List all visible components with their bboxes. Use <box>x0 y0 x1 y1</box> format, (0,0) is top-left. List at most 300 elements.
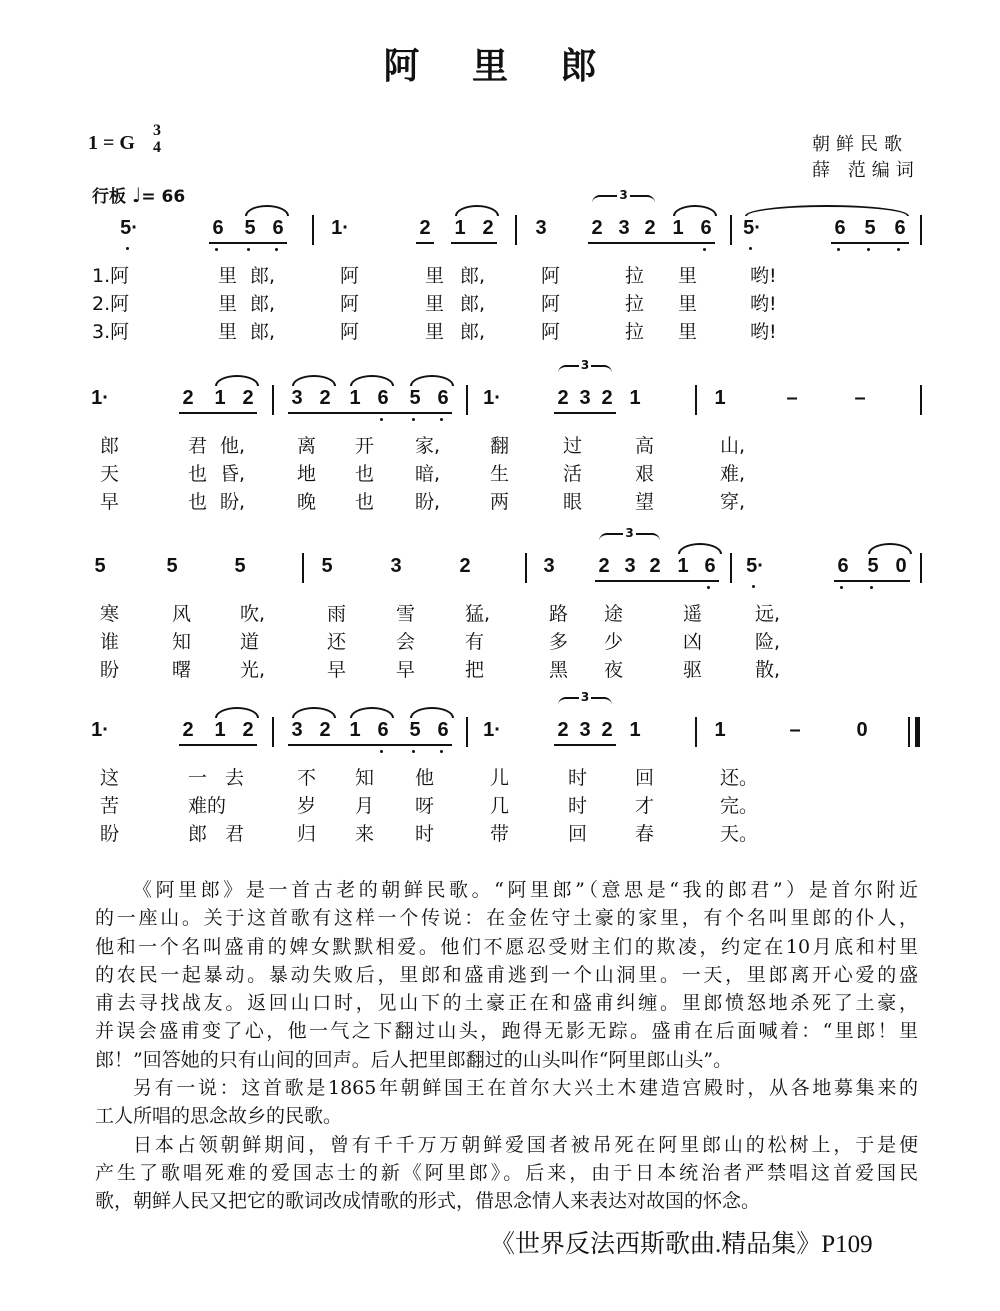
beam-underline <box>683 580 710 582</box>
beam-underline <box>870 242 900 244</box>
lyric-syllable: 不 <box>297 767 317 789</box>
lyric-syllable: 里 <box>218 265 238 287</box>
note: 1 <box>714 719 726 741</box>
note: 1 <box>714 387 726 409</box>
prose-line: 产生了歌唱死难的爱国志士的新《阿里郎》。后来，由于日本统治者严禁唱这首爱国民 <box>95 1161 918 1184</box>
lyric-syllable: 早 <box>327 659 347 681</box>
lyric-syllable: 月 <box>355 795 375 817</box>
lyric-syllable: 地 <box>297 463 317 485</box>
low-octave-dot <box>440 418 443 421</box>
prose-line: 的农民一起暴动。暴动失败后，里郎和盛甫逃到一个山洞里。一天，里郎离开心爱的盛 <box>95 963 918 986</box>
lyric-syllable: 雪 <box>396 603 416 625</box>
note: 6 <box>377 387 389 409</box>
note: 2 <box>319 387 331 409</box>
barline <box>730 553 732 583</box>
note: 2 <box>182 387 194 409</box>
key-signature <box>88 122 161 156</box>
lyric-syllable: 难的 <box>188 795 227 817</box>
lyric-syllable: 时 <box>568 767 588 789</box>
slur <box>350 707 394 718</box>
time-bottom: 4 <box>153 139 161 156</box>
beam-underline <box>355 412 383 414</box>
beam-underline <box>355 744 383 746</box>
prose-line: 甫去寻找战友。返回山口时，见山下的土豪正在和盛甫纠缠。里郎愤怒地杀死了土豪， <box>95 992 918 1015</box>
lyric-syllable: 一 <box>188 767 208 789</box>
lyric-syllable: 开 <box>355 435 375 457</box>
note: 2 <box>459 555 471 577</box>
beam-underline <box>460 242 488 244</box>
lyric-syllable: 郎 <box>188 823 208 845</box>
lyric-syllable: 艰 <box>635 463 655 485</box>
barline <box>525 553 527 583</box>
note: 2 <box>601 719 613 741</box>
lyric-syllable: 哟! <box>750 265 777 287</box>
lyric-syllable: 把 <box>465 659 485 681</box>
beam-underline <box>218 242 250 244</box>
barline <box>312 215 314 245</box>
note: 2 <box>482 217 494 239</box>
tempo-label: 行板 <box>92 187 126 207</box>
lyric-syllable: 谁 <box>100 631 120 653</box>
low-octave-dot <box>707 586 710 589</box>
barline <box>920 553 922 583</box>
prose-line: 《阿里郎》是一首古老的朝鲜民歌。“阿里郎”（意思是“我的郎君”）是首尔附近 <box>133 879 918 901</box>
lyric-syllable: 凶 <box>683 631 703 653</box>
beam-underline <box>188 412 220 414</box>
song-description <box>95 876 918 1216</box>
note: 3 <box>291 387 303 409</box>
lyric-syllable: 阿 <box>541 265 561 287</box>
beam-underline <box>220 744 248 746</box>
note: 6 <box>894 217 906 239</box>
lyric-syllable: 险, <box>755 631 781 653</box>
prose-line: 他和一个名叫盛甫的婢女默默相爱。他们不愿忍受财主们的欺凌，约定在10月底和村里 <box>95 935 918 958</box>
lyric-syllable: 知 <box>355 767 375 789</box>
song-title: 阿 里 郎 <box>383 46 617 87</box>
note: 1 <box>672 217 684 239</box>
note: 6 <box>437 719 449 741</box>
note: 5 <box>244 217 256 239</box>
beam-underline <box>563 412 585 414</box>
triplet-number: 3 <box>619 188 628 202</box>
note: 2 <box>598 555 610 577</box>
lyric-syllable: 散, <box>755 659 781 681</box>
beam-underline <box>220 412 248 414</box>
lyric-syllable: 郎, <box>460 265 486 287</box>
score-system <box>0 526 1000 703</box>
prose-line: 歌，朝鲜人民又把它的歌词改成情歌的形式，借思念情人来表达对故国的怀念。 <box>95 1190 761 1213</box>
slur <box>455 205 499 216</box>
beam-underline <box>873 580 901 582</box>
note: 6 <box>700 217 712 239</box>
lyric-syllable: 里 <box>425 265 445 287</box>
lyric-syllable: 阿 <box>340 293 360 315</box>
low-octave-dot <box>837 248 840 251</box>
barline <box>466 717 468 747</box>
lyric-syllable: 风 <box>172 603 192 625</box>
note: 2 <box>182 719 194 741</box>
low-octave-dot <box>867 248 870 251</box>
lyric-syllable: 盼, <box>220 491 246 513</box>
note: 5· <box>743 217 761 239</box>
lyric-syllable: 昏, <box>220 463 246 485</box>
low-octave-dot <box>275 248 278 251</box>
lyric-syllable: 寒 <box>100 603 120 625</box>
lyric-syllable: 里 <box>678 265 698 287</box>
lyric-syllable: 里 <box>218 321 238 343</box>
triplet-mark <box>558 690 612 707</box>
low-octave-dot <box>870 586 873 589</box>
low-octave-dot <box>380 418 383 421</box>
slur <box>215 707 259 718</box>
lyric-syllable: 里 <box>218 293 238 315</box>
lyric-syllable: 来 <box>355 823 375 845</box>
tempo-marking <box>92 182 185 207</box>
lyric-syllable: 也 <box>355 463 375 485</box>
note: 5 <box>234 555 246 577</box>
triplet-number: 3 <box>625 526 634 540</box>
lyric-syllable: 高 <box>635 435 655 457</box>
lyric-syllable: 哟! <box>750 293 777 315</box>
note: 3 <box>618 217 630 239</box>
note: 6 <box>834 217 846 239</box>
source-citation: 《世界反法西斯歌曲.精品集》P109 <box>490 1231 873 1258</box>
beam-underline <box>325 412 355 414</box>
note: 3 <box>624 555 636 577</box>
time-top: 3 <box>153 122 161 139</box>
lyric-syllable: 拉 <box>625 265 645 287</box>
prose-line: 的一座山。关于这首歌有这样一个传说：在金佐守土豪的家里，有个名叫里郎的仆人， <box>95 907 918 930</box>
lyric-syllable: 也 <box>188 491 208 513</box>
barline <box>466 385 468 415</box>
lyric-syllable: 也 <box>355 491 375 513</box>
slur <box>350 375 394 386</box>
note: 2 <box>649 555 661 577</box>
lyric-syllable: 穿, <box>720 491 746 513</box>
lyric-syllable: 早 <box>100 491 120 513</box>
note: 6 <box>272 217 284 239</box>
lyric-syllable: 生 <box>490 463 510 485</box>
slur <box>215 375 259 386</box>
lyric-syllable: 里 <box>425 293 445 315</box>
note: 0 <box>856 719 868 741</box>
verse-number-lyric: 1.阿 <box>92 265 130 287</box>
verse-number-lyric: 2.阿 <box>92 293 130 315</box>
note: 1 <box>454 217 466 239</box>
note: 1· <box>483 719 501 741</box>
lyric-syllable: 时 <box>568 795 588 817</box>
note: 5· <box>120 217 138 239</box>
score-system <box>0 690 1000 867</box>
lyric-syllable: 完。 <box>720 795 759 817</box>
slur <box>292 375 336 386</box>
triplet-number: 3 <box>580 690 590 704</box>
note: 2 <box>242 387 254 409</box>
beam-underline <box>678 242 706 244</box>
key-label: 1 = G <box>88 132 135 154</box>
lyric-syllable: 曙 <box>172 659 192 681</box>
lyric-syllable: 途 <box>604 603 624 625</box>
low-octave-dot <box>897 248 900 251</box>
lyric-syllable: 道 <box>240 631 260 653</box>
lyric-syllable: 暗, <box>415 463 441 485</box>
lyric-syllable: 回 <box>568 823 588 845</box>
beam-underline <box>630 580 655 582</box>
lyric-syllable: 远, <box>755 603 781 625</box>
note: 3 <box>390 555 402 577</box>
lyric-syllable: 望 <box>635 491 655 513</box>
beam-underline <box>840 242 870 244</box>
barline <box>272 717 274 747</box>
note: – <box>789 719 801 741</box>
lyric-syllable: 几 <box>490 795 510 817</box>
note: 3 <box>291 719 303 741</box>
note: 1 <box>629 719 641 741</box>
lyric-syllable: 两 <box>490 491 510 513</box>
note: 2 <box>419 217 431 239</box>
lyric-syllable: 早 <box>396 659 416 681</box>
lyric-syllable: 拉 <box>625 321 645 343</box>
slur <box>292 707 336 718</box>
lyric-syllable: 盼, <box>415 491 441 513</box>
slur <box>410 707 454 718</box>
low-octave-dot <box>749 247 752 250</box>
beam-underline <box>325 744 355 746</box>
lyric-syllable: 君 <box>225 823 245 845</box>
lyric-syllable: 归 <box>297 823 317 845</box>
lyric-syllable: 带 <box>490 823 510 845</box>
lyric-syllable: 也 <box>188 463 208 485</box>
lyric-syllable: 时 <box>415 823 435 845</box>
lyric-syllable: 君 <box>188 435 208 457</box>
low-octave-dot <box>412 750 415 753</box>
lyric-syllable: 阿 <box>541 321 561 343</box>
low-octave-dot <box>752 585 755 588</box>
note: 5 <box>867 555 879 577</box>
quarter-note-icon: ♩ <box>131 183 142 207</box>
note: 2 <box>591 217 603 239</box>
note: 2 <box>644 217 656 239</box>
note: 5 <box>321 555 333 577</box>
beam-underline <box>843 580 873 582</box>
beam-underline <box>383 744 415 746</box>
beam-underline <box>250 242 278 244</box>
barline <box>695 717 697 747</box>
lyric-syllable: 遥 <box>683 603 703 625</box>
lyric-syllable: 他 <box>415 767 435 789</box>
lyric-syllable: 驱 <box>683 659 703 681</box>
barline <box>730 215 732 245</box>
note: 1 <box>677 555 689 577</box>
lyric-syllable: 里 <box>678 293 698 315</box>
note: 3 <box>579 719 591 741</box>
note: 1 <box>629 387 641 409</box>
lyric-syllable: 这 <box>100 767 120 789</box>
lyric-syllable: 猛, <box>465 603 491 625</box>
lyric-syllable: 黑 <box>549 659 569 681</box>
low-octave-dot <box>703 248 706 251</box>
note: 1 <box>349 387 361 409</box>
lyric-syllable: 他, <box>220 435 246 457</box>
note: 1· <box>483 387 501 409</box>
note: 5· <box>746 555 764 577</box>
barline <box>515 215 517 245</box>
note: 3 <box>579 387 591 409</box>
beam-underline <box>604 580 630 582</box>
prose-line: 工人所唱的思念故乡的民歌。 <box>95 1105 343 1128</box>
slur <box>678 543 722 554</box>
lyric-syllable: 少 <box>604 631 624 653</box>
beam-underline <box>297 744 325 746</box>
slur <box>868 543 912 554</box>
triplet-mark <box>599 526 660 543</box>
lyric-syllable: 去 <box>225 767 245 789</box>
beam-underline <box>415 744 443 746</box>
note: 6 <box>377 719 389 741</box>
lyric-syllable: 活 <box>563 463 583 485</box>
lyric-syllable: 多 <box>549 631 569 653</box>
lyric-syllable: 路 <box>549 603 569 625</box>
lyric-syllable: 雨 <box>327 603 347 625</box>
barline <box>908 717 910 747</box>
low-octave-dot <box>412 418 415 421</box>
lyric-syllable: 离 <box>297 435 317 457</box>
lyric-syllable: 还。 <box>720 767 759 789</box>
lyric-syllable: 郎, <box>250 293 276 315</box>
note: 6 <box>212 217 224 239</box>
note: 1· <box>91 719 109 741</box>
barline <box>272 385 274 415</box>
prose-line: 日本占领朝鲜期间，曾有千千万万朝鲜爱国者被吊死在阿里郎山的松树上，于是便 <box>133 1133 918 1156</box>
score-system <box>0 358 1000 535</box>
beam-underline <box>650 242 678 244</box>
lyric-syllable: 夜 <box>604 659 624 681</box>
beam-underline <box>585 744 607 746</box>
lyric-syllable: 过 <box>563 435 583 457</box>
triplet-number: 3 <box>580 358 590 372</box>
beam-underline <box>188 744 220 746</box>
lyric-syllable: 家, <box>415 435 441 457</box>
note: – <box>854 387 866 409</box>
lyric-syllable: 天 <box>100 463 120 485</box>
note: 2 <box>557 719 569 741</box>
lyric-syllable: 难, <box>720 463 746 485</box>
note: 5 <box>864 217 876 239</box>
note: 2 <box>319 719 331 741</box>
lyric-syllable: 阿 <box>340 321 360 343</box>
low-octave-dot <box>247 248 250 251</box>
note: 6 <box>704 555 716 577</box>
triplet-mark <box>592 188 655 205</box>
note: 1· <box>91 387 109 409</box>
beam-underline <box>383 412 415 414</box>
lyric-syllable: 哟! <box>750 321 777 343</box>
lyric-syllable: 晚 <box>297 491 317 513</box>
lyric-syllable: 阿 <box>541 293 561 315</box>
lyric-syllable: 郎, <box>250 321 276 343</box>
note: – <box>786 387 798 409</box>
beam-underline <box>655 580 683 582</box>
note: 1 <box>349 719 361 741</box>
prose-line: 并误会盛甫变了心，他一气之下翻过山头，跑得无影无踪。盛甫在后面喊着：“里郎！里 <box>95 1020 918 1043</box>
tempo-bpm: = 66 <box>141 187 186 207</box>
note: 2 <box>557 387 569 409</box>
lyric-syllable: 拉 <box>625 293 645 315</box>
note: 6 <box>837 555 849 577</box>
lyric-syllable: 盼 <box>100 823 120 845</box>
prose-line: 郎！”回答她的只有山间的回声。后人把里郎翻过的山头叫作“阿里郎山头”。 <box>95 1048 733 1071</box>
low-octave-dot <box>215 248 218 251</box>
slur <box>745 205 909 216</box>
lyric-syllable: 吹, <box>240 603 266 625</box>
note: 5 <box>166 555 178 577</box>
lyric-syllable: 盼 <box>100 659 120 681</box>
note: 5 <box>94 555 106 577</box>
barline <box>920 215 922 245</box>
lyric-syllable: 知 <box>172 631 192 653</box>
barline <box>302 553 304 583</box>
beam-underline <box>415 412 443 414</box>
lyric-syllable: 阿 <box>340 265 360 287</box>
barline <box>695 385 697 415</box>
lyric-syllable: 回 <box>635 767 655 789</box>
lyric-syllable: 呀 <box>415 795 435 817</box>
slur <box>673 205 717 216</box>
lyric-syllable: 里 <box>425 321 445 343</box>
lyric-syllable: 还 <box>327 631 347 653</box>
note: 2 <box>242 719 254 741</box>
note: 1 <box>214 387 226 409</box>
low-octave-dot <box>840 586 843 589</box>
lyric-syllable: 眼 <box>563 491 583 513</box>
lyric-syllable: 春 <box>635 823 655 845</box>
beam-underline <box>297 412 325 414</box>
low-octave-dot <box>126 247 129 250</box>
beam-underline <box>563 744 585 746</box>
lyric-syllable: 有 <box>465 631 485 653</box>
note: 5 <box>409 387 421 409</box>
note: 1· <box>331 217 349 239</box>
prose-line: 另有一说：这首歌是1865年朝鲜国王在首尔大兴土木建造宫殿时，从各地募集来的 <box>133 1077 918 1100</box>
lyric-syllable: 岁 <box>297 795 317 817</box>
slur <box>410 375 454 386</box>
low-octave-dot <box>380 750 383 753</box>
beam-underline <box>624 242 650 244</box>
lyric-syllable: 郎, <box>250 265 276 287</box>
origin-credit: 朝鲜民歌 <box>812 134 908 155</box>
lyric-syllable: 光, <box>240 659 266 681</box>
beam-underline <box>585 412 607 414</box>
note: 6 <box>437 387 449 409</box>
lyric-syllable: 里 <box>678 321 698 343</box>
note: 3 <box>543 555 555 577</box>
barline <box>915 717 920 747</box>
note: 0 <box>895 555 907 577</box>
note: 3 <box>535 217 547 239</box>
note: 1 <box>214 719 226 741</box>
lyric-syllable: 郎, <box>460 321 486 343</box>
lyric-syllable: 翻 <box>490 435 510 457</box>
lyric-syllable: 才 <box>635 795 655 817</box>
note: 2 <box>601 387 613 409</box>
barline <box>920 385 922 415</box>
beam-underline <box>597 242 624 244</box>
beam-underline <box>416 242 434 244</box>
lyric-syllable: 天。 <box>720 823 759 845</box>
slur <box>245 205 289 216</box>
lyric-syllable: 郎, <box>460 293 486 315</box>
triplet-mark <box>558 358 612 375</box>
